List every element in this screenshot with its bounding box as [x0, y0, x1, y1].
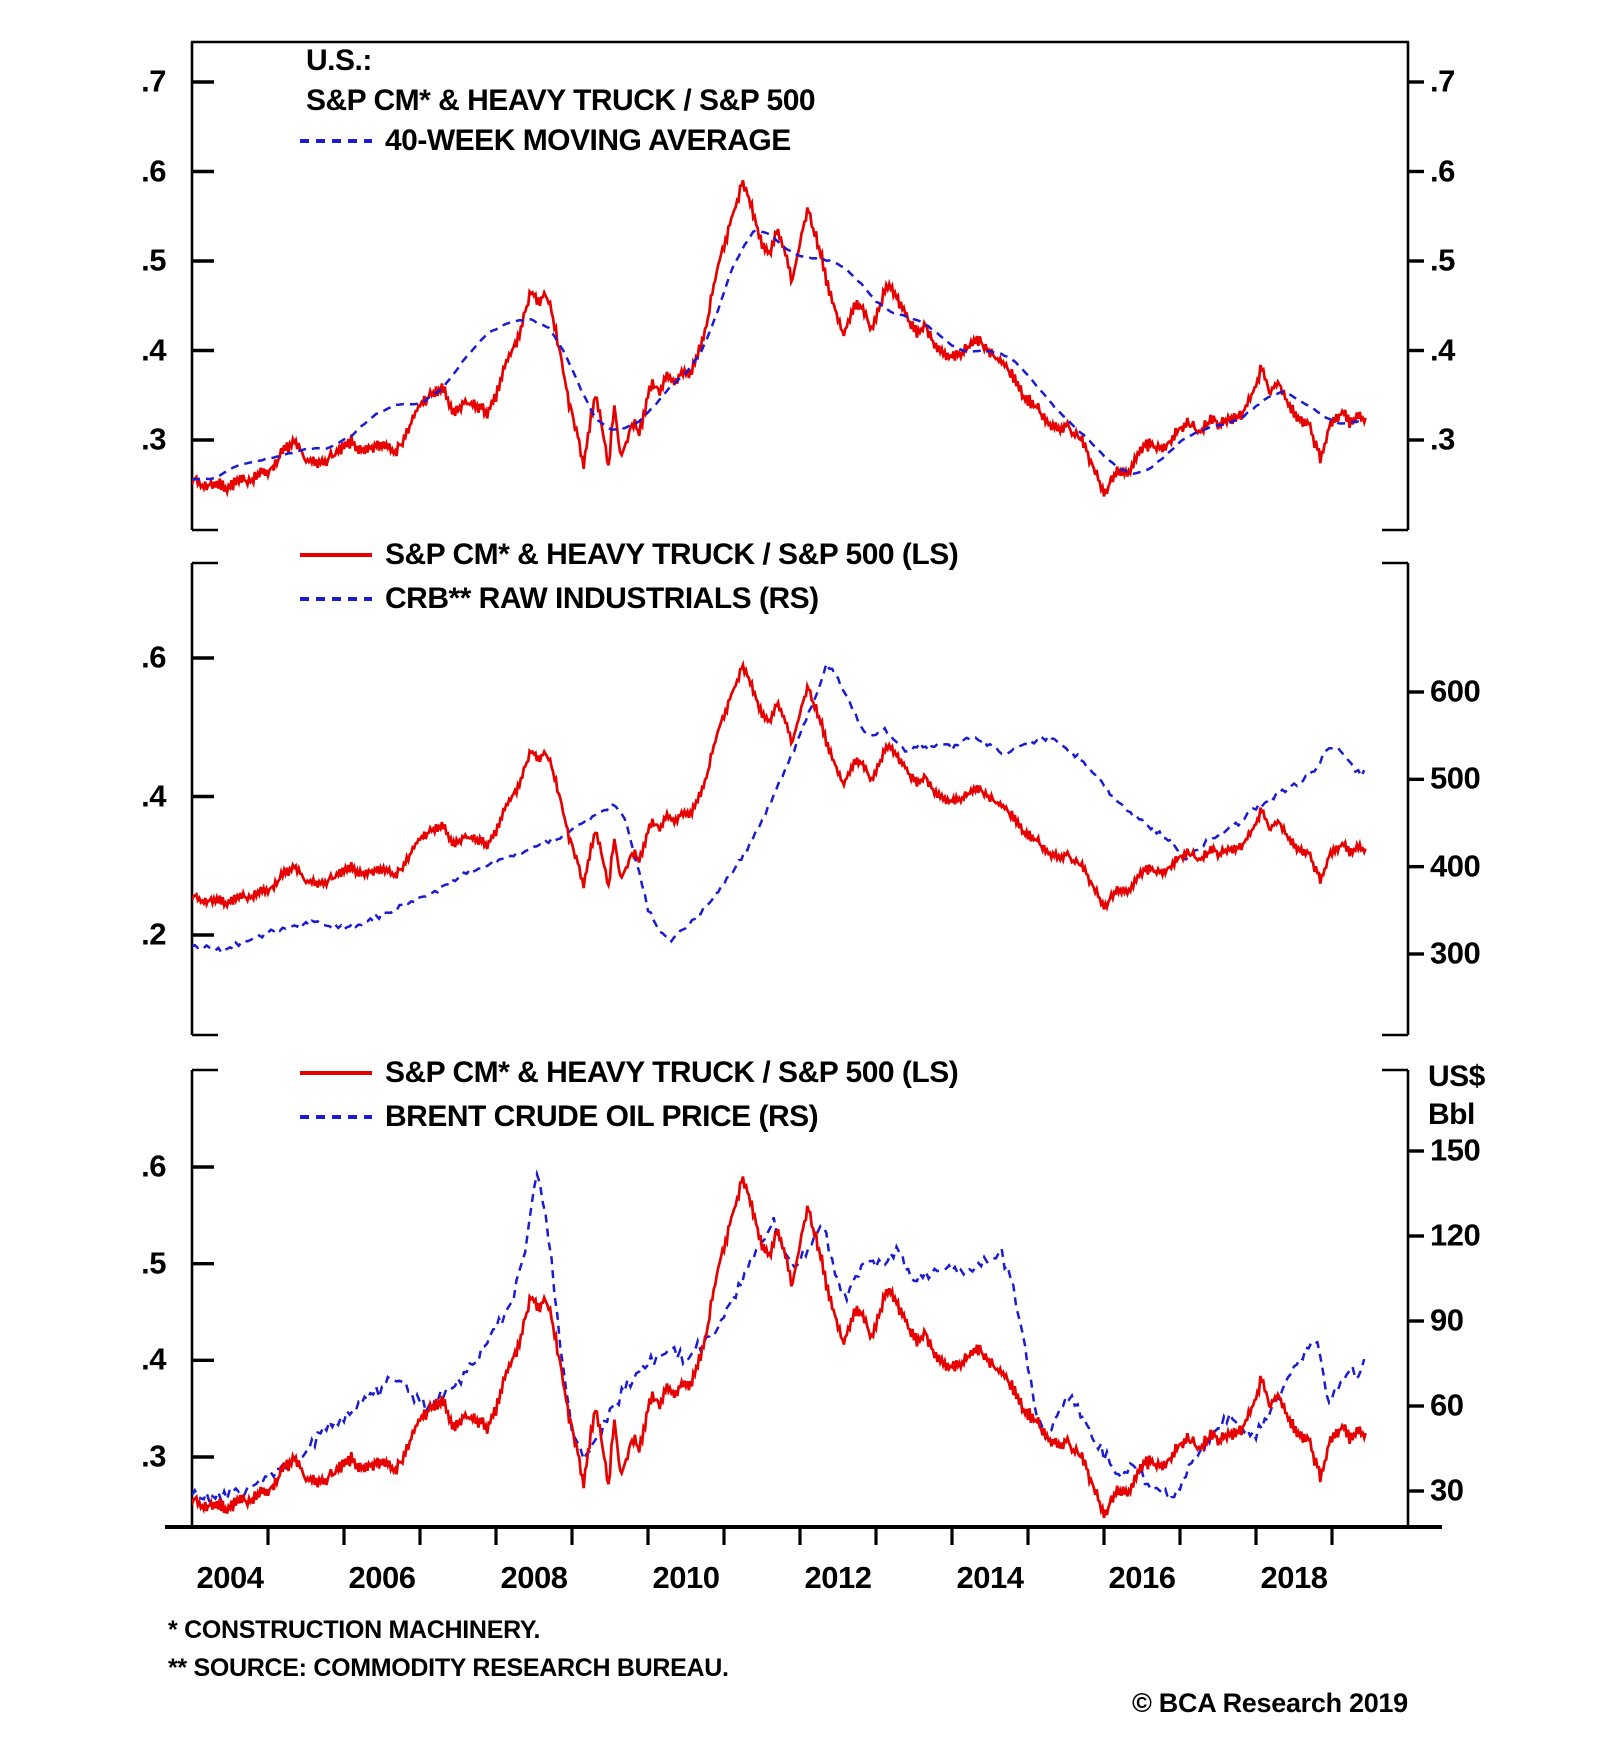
panel-top-legend-ma — [300, 124, 791, 158]
series-sp-cm-heavy-truck-ratio — [192, 665, 1366, 910]
y-axis-label-right: .6 — [1430, 152, 1455, 188]
legend-label: CRB** RAW INDUSTRIALS (RS) — [385, 582, 819, 615]
y-axis-label-right: 150 — [1430, 1132, 1481, 1168]
footnote-source-crb: ** SOURCE: COMMODITY RESEARCH BUREAU. — [168, 1654, 729, 1682]
x-axis-year-label: 2006 — [348, 1560, 416, 1595]
dashed-line-swatch — [300, 1115, 372, 1119]
right-axis-unit-usd: US$ — [1428, 1060, 1485, 1093]
dashed-line-swatch — [300, 597, 372, 601]
x-axis-year-label: 2018 — [1260, 1560, 1328, 1595]
series-40-week-moving-average — [192, 231, 1364, 480]
y-axis-label-left: .5 — [141, 242, 166, 278]
y-axis-label-left: .6 — [141, 152, 166, 188]
legend-label: S&P CM* & HEAVY TRUCK / S&P 500 (LS) — [385, 538, 959, 571]
y-axis-label-right: 400 — [1430, 847, 1481, 883]
x-axis-year-label: 2004 — [196, 1560, 264, 1595]
y-axis-label-right: .5 — [1430, 242, 1455, 278]
series-brent-crude-oil-price — [192, 1174, 1364, 1502]
y-axis-label-left: .3 — [141, 421, 166, 457]
y-axis-label-right: 120 — [1430, 1217, 1481, 1253]
panel-middle-legend-crb — [300, 582, 819, 616]
y-axis-label-left: .3 — [141, 1438, 166, 1474]
y-axis-label-right: .4 — [1430, 331, 1455, 367]
y-axis-label-right: 30 — [1430, 1472, 1464, 1508]
y-axis-label-left: .2 — [141, 916, 166, 952]
solid-line-swatch — [300, 1071, 372, 1075]
y-axis-label-right: .7 — [1430, 63, 1455, 99]
legend-label: BRENT CRUDE OIL PRICE (RS) — [385, 1100, 819, 1133]
x-axis-year-label: 2016 — [1108, 1560, 1176, 1595]
panel-bottom-legend-brent — [300, 1100, 818, 1134]
x-axis-year-label: 2014 — [956, 1560, 1024, 1595]
panel-top-title-region: U.S.: — [306, 44, 372, 77]
y-axis-label-left: .7 — [141, 63, 166, 99]
y-axis-label-right: 60 — [1430, 1387, 1464, 1423]
y-axis-label-left: .6 — [141, 639, 166, 675]
y-axis-label-left: .6 — [141, 1148, 166, 1184]
y-axis-label-right: 500 — [1430, 760, 1481, 796]
y-axis-label-right: .3 — [1430, 421, 1455, 457]
y-axis-label-left: .4 — [141, 1341, 166, 1377]
x-axis-year-label: 2012 — [804, 1560, 872, 1595]
legend-label: S&P CM* & HEAVY TRUCK / S&P 500 (LS) — [385, 1056, 959, 1089]
right-axis-unit-bbl: Bbl — [1428, 1098, 1475, 1131]
copyright-bca-research: © BCA Research 2019 — [1132, 1688, 1408, 1718]
y-axis-label-left: .5 — [141, 1244, 166, 1280]
legend-label: 40-WEEK MOVING AVERAGE — [385, 124, 791, 157]
x-axis-year-label: 2010 — [652, 1560, 720, 1595]
panel-bottom-legend-ratio — [300, 1056, 958, 1090]
series-sp-cm-heavy-truck-ratio — [192, 1177, 1366, 1518]
y-axis-label-right: 600 — [1430, 673, 1481, 709]
dashed-line-swatch — [300, 139, 372, 143]
panel-middle-legend-ratio — [300, 538, 958, 572]
y-axis-label-left: .4 — [141, 777, 166, 813]
y-axis-label-left: .4 — [141, 331, 166, 367]
panel-top-title-series: S&P CM* & HEAVY TRUCK / S&P 500 — [306, 84, 816, 117]
y-axis-label-right: 300 — [1430, 935, 1481, 971]
solid-line-swatch — [300, 553, 372, 557]
y-axis-label-right: 90 — [1430, 1302, 1464, 1338]
x-axis-year-label: 2008 — [500, 1560, 568, 1595]
series-sp-cm-heavy-truck-ratio — [192, 180, 1366, 496]
footnote-construction-machinery: * CONSTRUCTION MACHINERY. — [168, 1616, 541, 1644]
